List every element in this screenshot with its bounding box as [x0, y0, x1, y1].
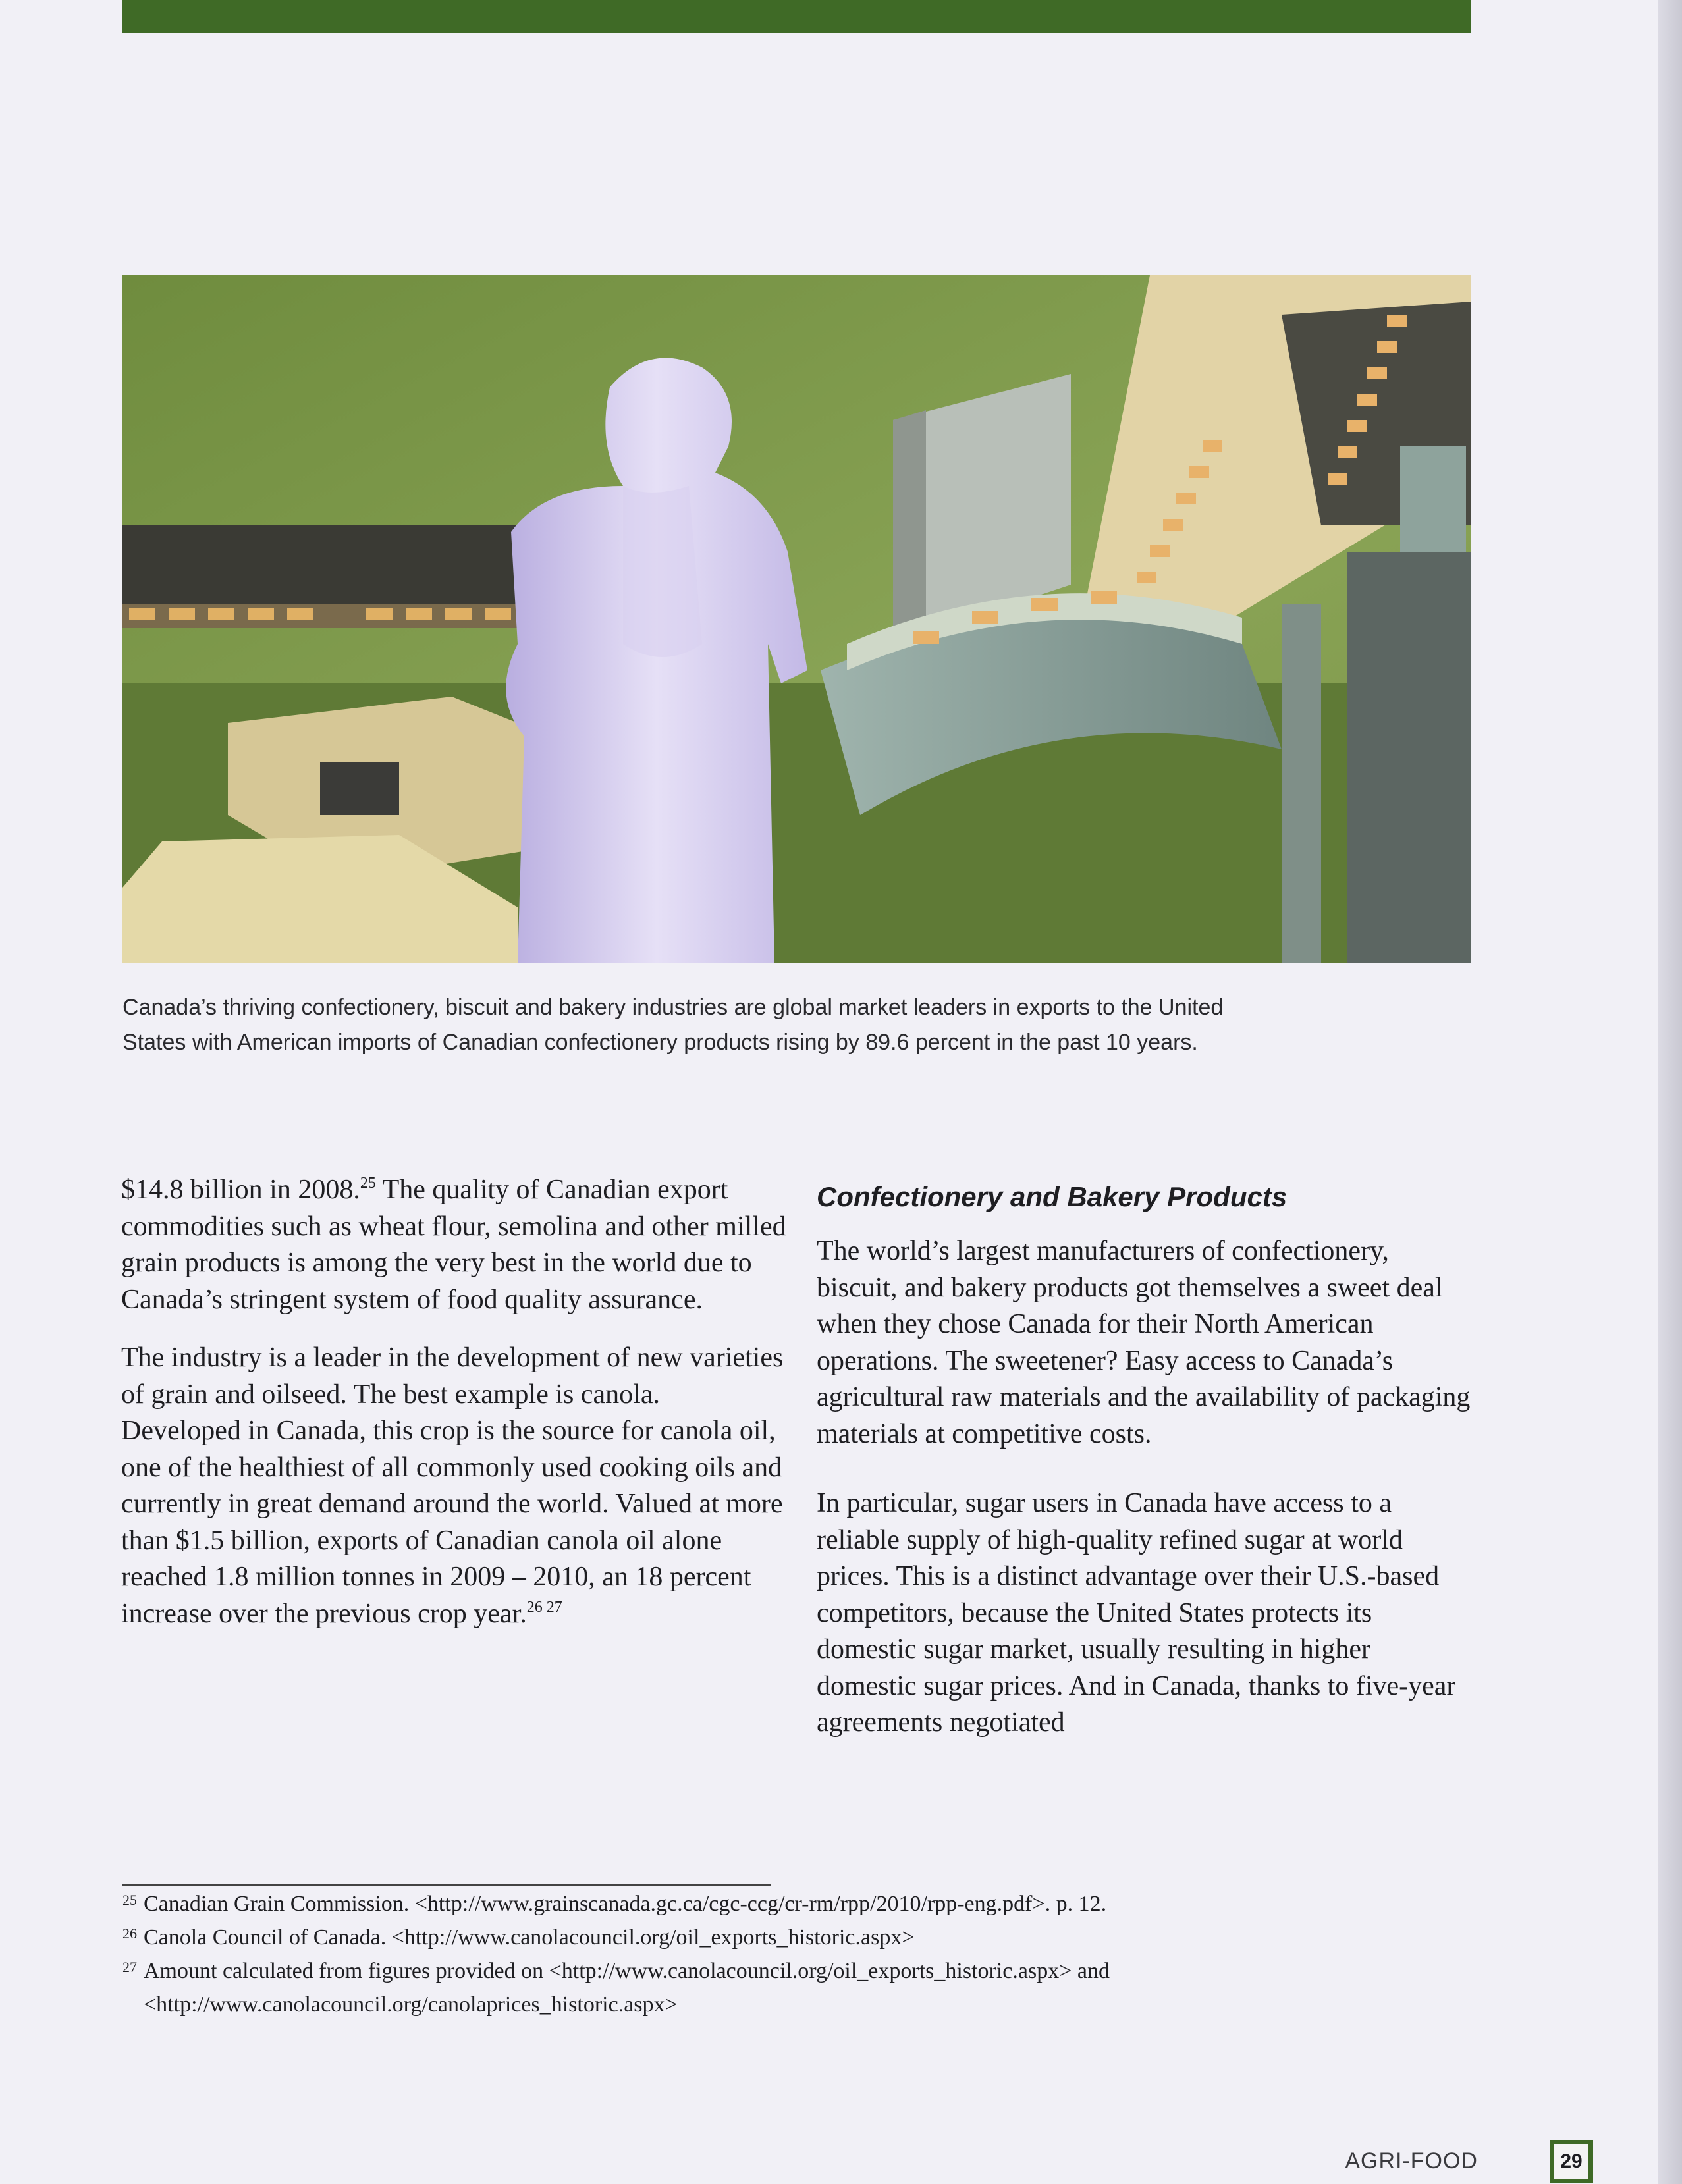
left-p2-text: The industry is a leader in the development of new varieties of grain and oilseed. The best example is canola. Developed in Canada, this crop is the source for canola oil, one of the healthiest of all commonly used cooking oils and currently in great demand around the world. Valued at more than $1.5 billion, exports of Canadian canola oil alone reached 1.8 million tonnes in 2009 – 2010, an 18 percent increase over the previous crop year.	[121, 1343, 784, 1629]
left-column	[121, 1172, 786, 1632]
footnote-25	[122, 1887, 1473, 1921]
footnote-number: 27	[122, 1959, 137, 1975]
left-p1-text-start: $14.8 billion in 2008.	[121, 1175, 360, 1205]
footnote-27	[122, 1954, 1473, 2021]
page-number: 29	[1550, 2140, 1593, 2183]
footnote-number: 26	[122, 1925, 137, 1942]
footnotes	[122, 1887, 1473, 2021]
section-heading: Confectionery and Bakery Products	[817, 1181, 1288, 1212]
right-column	[817, 1172, 1475, 1774]
footnote-text: Canadian Grain Commission. <http://www.grainscanada.gc.ca/cgc-ccg/cr-rm/rpp/2010/rpp-eng.pdf>. p. 12.	[144, 1892, 1107, 1916]
footnote-ref-26-27: 26 27	[526, 1598, 562, 1616]
footnote-divider	[122, 1884, 771, 1886]
page-edge-shadow	[1658, 0, 1682, 2184]
footnote-ref-25: 25	[360, 1175, 376, 1192]
footnote-text: Canola Council of Canada. <http://www.canolacouncil.org/oil_exports_historic.aspx>	[144, 1925, 915, 1950]
footnote-26	[122, 1921, 1473, 1954]
right-paragraph-2: In particular, sugar users in Canada have access to a reliable supply of high-quality refined sugar at world prices. This is a distinct advantage over their U.S.-based competitors, because the United States protects its domestic sugar market, usually resulting in higher domestic sugar prices. And in Canada, thanks to five-year agreements negotiated	[817, 1488, 1456, 1738]
footnote-text: Amount calculated from figures provided on <http://www.canolacouncil.org/oil_exports_historic.aspx> and <http://www.canolacouncil.org/canolaprices_historic.aspx>	[144, 1959, 1110, 2017]
footnote-number: 25	[122, 1892, 137, 1908]
top-accent-bar	[122, 0, 1471, 33]
right-paragraph-1: The world’s largest manufacturers of confectionery, biscuit, and bakery products got themselves a sweet deal when they chose Canada for their North American operations. The sweetener? Easy access to Canada’s agricultural raw materials and the availability of packaging materials at competitive costs.	[817, 1236, 1471, 1449]
left-p1-text-end: The quality of Canadian export commodities such as wheat flour, semolina and other milled grain products is among the very best in the world due to Canada’s stringent system of food quality assurance.	[121, 1175, 786, 1315]
photo-caption: Canada’s thriving confectionery, biscuit and bakery industries are global market leaders in exports to the United States with American imports of Canadian confectionery products rising by 89.6 percent in the past 10 years.	[122, 995, 1224, 1055]
production-line-photo	[122, 275, 1471, 963]
left-paragraph-2	[121, 1340, 786, 1632]
left-paragraph-1	[121, 1172, 786, 1318]
footer-section-label: AGRI-FOOD	[1345, 2148, 1478, 2173]
